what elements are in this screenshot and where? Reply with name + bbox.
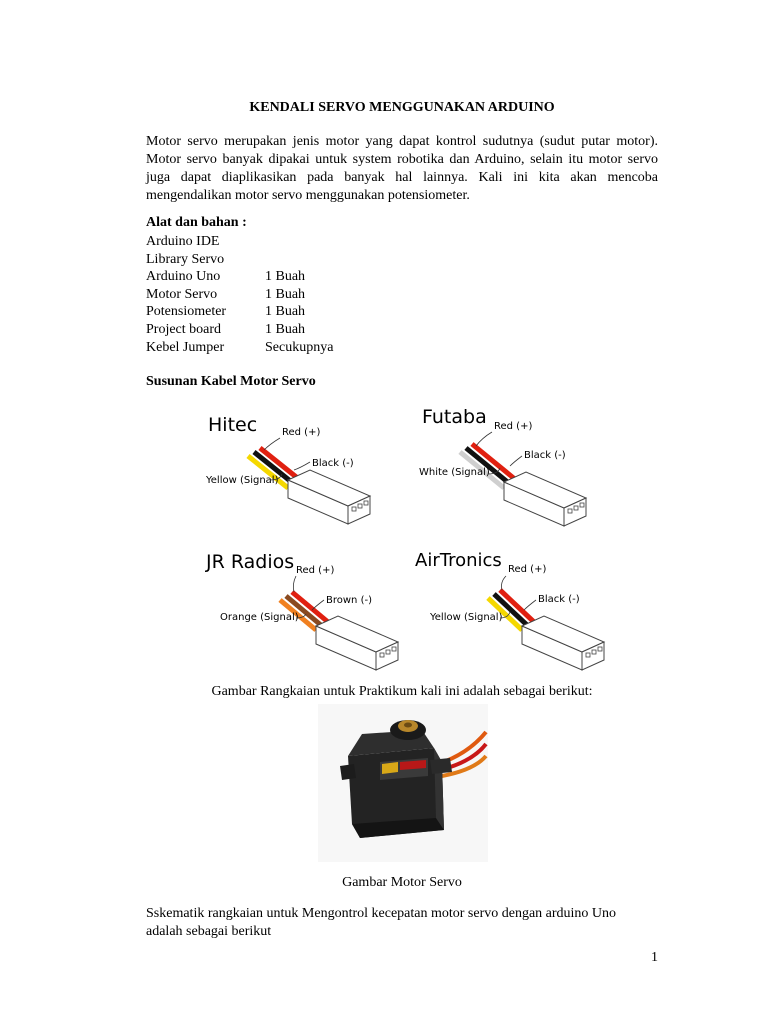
- tool-qty: 1 Buah: [265, 269, 306, 285]
- list-item: [146, 321, 333, 339]
- tools-list: [146, 233, 333, 356]
- wire-label: Red (+): [508, 564, 547, 575]
- list-item: [146, 233, 333, 251]
- list-item: [146, 268, 333, 286]
- tools-heading: Alat dan bahan :: [146, 215, 247, 230]
- wire-label: Brown (-): [326, 595, 372, 606]
- tool-name: Library Servo: [146, 251, 225, 267]
- wire-label: Black (-): [524, 450, 566, 461]
- tool-name: Kebel Jumper: [146, 339, 225, 355]
- futaba-panel: [419, 406, 586, 526]
- tool-name: Arduino IDE: [146, 234, 220, 249]
- brand-name: Futaba: [422, 406, 487, 428]
- cable-section-heading: Susunan Kabel Motor Servo: [146, 374, 316, 389]
- brand-name: Hitec: [208, 414, 258, 436]
- hitec-panel: [205, 414, 370, 524]
- circuit-caption: Gambar Rangkaian untuk Praktikum kali ini adalah sebagai berikut:: [211, 684, 593, 699]
- wire-label: Red (+): [494, 421, 533, 432]
- servo-caption: Gambar Motor Servo: [342, 875, 462, 890]
- wire-label: Red (+): [282, 427, 321, 438]
- jr-radios-panel: [205, 551, 398, 670]
- servo-motor-image: [318, 704, 488, 862]
- brand-name: JR Radios: [206, 551, 295, 573]
- airtronics-panel: [415, 550, 604, 670]
- tool-qty: Secukupnya: [265, 339, 334, 355]
- page-title: KENDALI SERVO MENGGUNAKAN ARDUINO: [249, 100, 555, 115]
- tool-name: Potensiometer: [146, 304, 227, 320]
- schematic-line: Sskematik rangkaian untuk Mengontrol kecepatan motor servo dengan arduino Uno: [146, 906, 617, 921]
- tool-qty: 1 Buah: [265, 321, 306, 337]
- wire-label: Red (+): [296, 565, 335, 576]
- list-item: [146, 303, 333, 321]
- servo-wire-color-figure: [200, 400, 610, 676]
- tool-name: Project board: [146, 321, 222, 337]
- tool-qty: 1 Buah: [265, 286, 306, 302]
- wire-label: White (Signal): [419, 467, 490, 478]
- intro-paragraph: Motor servo merupakan jenis motor yang dapat kontrol sudutnya (sudut putar motor). Motor servo banyak dipakai untuk system robotika dan Arduino, selain itu motor servo juga dapat diaplikasikan pada banyak hal lainnya. Kali ini kita akan mencoba mengendalikan motor servo menggunakan potensiometer.: [146, 134, 658, 203]
- wire-label: Yellow (Signal): [206, 475, 279, 486]
- tool-name: Arduino Uno: [146, 269, 221, 285]
- wire-label: Orange (Signal): [220, 612, 299, 623]
- wire-black: [466, 448, 510, 484]
- brand-name: AirTronics: [415, 550, 502, 571]
- wire-label: Black (-): [312, 458, 354, 469]
- page-number: 1: [651, 950, 658, 965]
- list-item: [146, 251, 333, 269]
- tool-qty: 1 Buah: [265, 304, 306, 320]
- schematic-line: adalah sebagai berikut: [146, 924, 272, 939]
- list-item: [146, 339, 333, 357]
- schematic-paragraph: [146, 905, 658, 941]
- list-item: [146, 286, 333, 304]
- wire-label: Black (-): [538, 594, 580, 605]
- tool-name: Motor Servo: [146, 286, 218, 302]
- wire-label: Yellow (Signal): [430, 612, 503, 623]
